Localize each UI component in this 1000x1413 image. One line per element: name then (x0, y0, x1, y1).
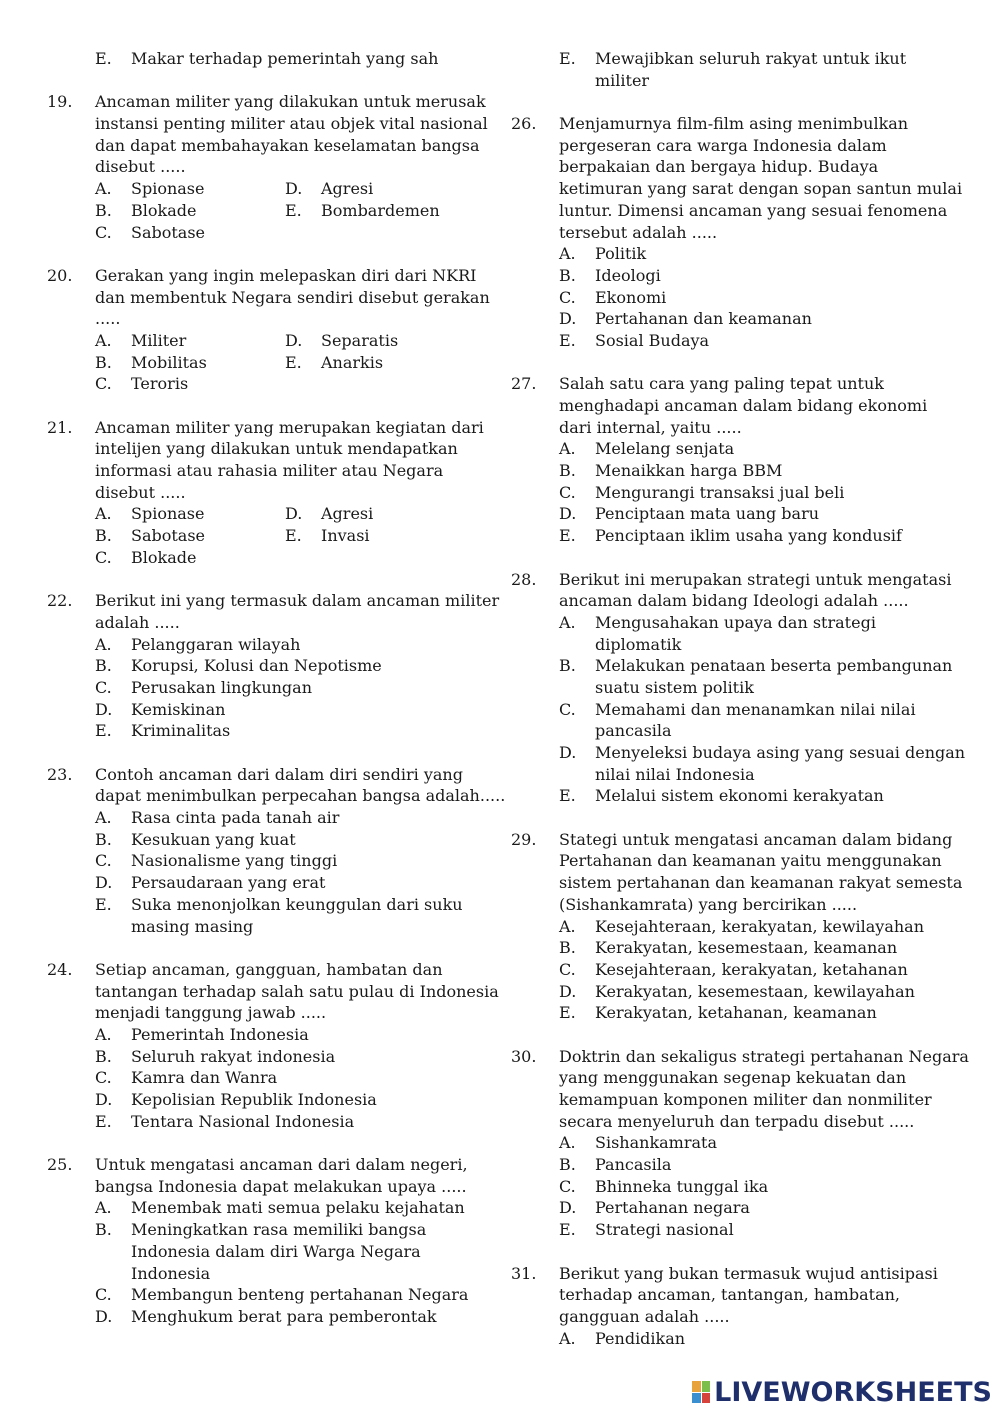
option-30-c: C. Bhinneka tunggal ika (559, 1176, 769, 1196)
question-stem-line: ..... (95, 309, 121, 329)
question-28 (511, 569, 966, 808)
option-29-e: E. Kerakyatan, ketahanan, keamanan (559, 1003, 877, 1023)
question-number: 26. (511, 114, 537, 134)
question-stem-line: terhadap ancaman, tantangan, hambatan, (559, 1285, 900, 1305)
option-row: C. Blokade (95, 547, 197, 567)
question-stem-line: pergeseran cara warga Indonesia dalam (559, 135, 887, 155)
question-number: 21. (47, 417, 73, 437)
option-23-d: D. Persaudaraan yang erat (95, 873, 326, 893)
option-28-d: D. Menyeleksi budaya asing yang sesuai dengan (559, 743, 966, 762)
option-22-c: C. Perusakan lingkungan (95, 677, 313, 697)
question-stem-line: 19. Ancaman militer yang dilakukan untuk merusak (47, 92, 486, 112)
option-row: B. Sabotase E. Invasi (95, 526, 370, 546)
question-number: 29. (511, 829, 537, 849)
option-22-b: B. Korupsi, Kolusi dan Nepotisme (95, 656, 382, 676)
question-stem-line: 29. Stategi untuk mengatasi ancaman dalam bidang (511, 829, 953, 849)
option-28-c-cont: pancasila (595, 721, 672, 741)
question-stem-line: menghadapi ancaman dalam bidang ekonomi (559, 396, 928, 415)
option-28-b: B. Melakukan penataan beserta pembangunan (559, 656, 953, 676)
question-number: 23. (47, 764, 73, 784)
badge-tile (702, 1381, 711, 1392)
option-28-d-cont: nilai nilai Indonesia (595, 764, 755, 784)
question-stem-line: dapat menimbulkan perpecahan bangsa adalah..... (95, 786, 506, 806)
option-29-a: A. Kesejahteraan, kerakyatan, kewilayahan (559, 916, 925, 936)
question-stem-line: dan membentuk Negara sendiri disebut gerakan (95, 287, 490, 307)
option-30-b: B. Pancasila (559, 1155, 672, 1175)
question-30 (511, 1046, 969, 1241)
option-row: B. Mobilitas E. Anarkis (95, 352, 384, 372)
option-27-c: C. Mengurangi transaksi jual beli (559, 482, 845, 502)
question-stem-line: intelijen yang dilakukan untuk mendapatkan (95, 439, 458, 459)
question-stem-line: 23. Contoh ancaman dari dalam diri sendiri yang (47, 764, 463, 784)
liveworksheets-logo (692, 1377, 992, 1407)
question-stem-line: Pertahanan dan keamanan yaitu menggunakan (559, 851, 942, 871)
question-stem-line: informasi atau rahasia militer atau Negara (95, 461, 444, 481)
question-number: 24. (47, 959, 73, 979)
question-number: 31. (511, 1263, 537, 1283)
option-30-d: D. Pertahanan negara (559, 1198, 750, 1218)
option-28-b-cont: suatu sistem politik (595, 677, 754, 697)
option-31-a: A. Pendidikan (559, 1328, 686, 1348)
question-stem-line: adalah ..... (95, 612, 180, 632)
option-25-e: E. Mewajibkan seluruh rakyat untuk ikut (559, 49, 907, 68)
right-column (511, 48, 969, 1371)
option-20-d: Separatis (321, 330, 399, 350)
option-26-a: A. Politik (559, 244, 647, 264)
question-stem-line: luntur. Dimensi ancaman yang sesuai fenomena (559, 200, 948, 220)
question-26 (511, 113, 961, 352)
option-19-e: Bombardemen (321, 200, 440, 220)
option-row: A. Militer D. Separatis (95, 330, 399, 350)
question-stem-line: instansi penting militer atau objek vital nasional (95, 114, 488, 134)
question-stem-line: ketimuran yang sarat dengan sopan santun mulai (559, 179, 963, 199)
left-column (47, 48, 506, 1349)
question-number: 20. (47, 265, 73, 285)
question-stem-line: 28. Berikut ini merupakan strategi untuk mengatasi (511, 569, 952, 589)
option-30-a: A. Sishankamrata (559, 1133, 717, 1153)
option-21-e: Invasi (321, 526, 370, 546)
question-number: 27. (511, 374, 537, 394)
option-21-a: Spionase (131, 504, 205, 524)
option-row: C. Teroris (95, 374, 189, 394)
question-23 (47, 764, 506, 938)
question-25-tail (511, 48, 961, 91)
option-29-c: C. Kesejahteraan, kerakyatan, ketahanan (559, 959, 908, 979)
badge-tile (692, 1393, 701, 1404)
option-30-e: E. Strategi nasional (559, 1220, 734, 1240)
question-stem-line: 22. Berikut ini yang termasuk dalam ancaman militer (47, 591, 500, 611)
option-25-d: D. Menghukum berat para pemberontak (95, 1306, 437, 1326)
option-21-d: Agresi (321, 504, 374, 524)
option-26-c: C. Ekonomi (559, 287, 667, 307)
question-stem-line: dari internal, yaitu ..... (559, 417, 742, 437)
option-21-b: Sabotase (131, 526, 206, 546)
option-row: B. Blokade E. Bombardemen (95, 200, 440, 220)
option-25-e-cont: militer (595, 70, 650, 90)
badge-tile (702, 1393, 711, 1404)
question-20 (47, 265, 497, 395)
question-19 (47, 91, 497, 243)
option-23-e-cont: masing masing (131, 916, 254, 936)
option-row: C. Sabotase (95, 222, 206, 242)
option-28-a: A. Mengusahakan upaya dan strategi (559, 612, 876, 632)
option-row: A. Spionase D. Agresi (95, 179, 374, 199)
question-stem-line: tantangan terhadap salah satu pulau di Indonesia (95, 981, 499, 1001)
option-26-d: D. Pertahanan dan keamanan (559, 309, 812, 329)
option-18-e: E. Makar terhadap pemerintah yang sah (95, 49, 439, 68)
option-22-a: A. Pelanggaran wilayah (95, 634, 301, 654)
question-stem-line: yang menggunakan segenap kekuatan dan (559, 1068, 907, 1088)
question-stem-line: 30. Doktrin dan sekaligus strategi pertahanan Negara (511, 1046, 969, 1066)
liveworksheets-badge-icon (692, 1381, 710, 1403)
option-23-a: A. Rasa cinta pada tanah air (95, 808, 340, 828)
option-27-b: B. Menaikkan harga BBM (559, 461, 783, 481)
option-25-b: B. Meningkatkan rasa memiliki bangsa (95, 1220, 427, 1240)
option-28-e: E. Melalui sistem ekonomi kerakyatan (559, 786, 884, 806)
option-27-a: A. Melelang senjata (559, 439, 735, 459)
option-28-a-cont: diplomatik (595, 634, 682, 654)
question-stem-line: tersebut adalah ..... (559, 222, 718, 242)
question-stem-line: 21. Ancaman militer yang merupakan kegiatan dari (47, 417, 484, 437)
option-25-b-cont: Indonesia dalam diri Warga Negara (131, 1241, 421, 1261)
option-20-b: Mobilitas (131, 352, 207, 372)
option-26-e: E. Sosial Budaya (559, 330, 710, 350)
question-18-tail (47, 48, 497, 70)
option-24-b: B. Seluruh rakyat indonesia (95, 1046, 336, 1066)
option-25-b-cont2: Indonesia (131, 1263, 211, 1283)
option-23-c: C. Nasionalisme yang tinggi (95, 851, 338, 871)
option-19-c: Sabotase (131, 222, 206, 242)
option-24-e: E. Tentara Nasional Indonesia (95, 1111, 355, 1131)
question-stem-line: 31. Berikut yang bukan termasuk wujud antisipasi (511, 1263, 938, 1283)
question-24 (47, 959, 497, 1133)
question-25 (47, 1154, 497, 1328)
option-29-b: B. Kerakyatan, kesemestaan, keamanan (559, 938, 898, 958)
question-stem-line: secara menyeluruh dan terpadu disebut ..... (559, 1111, 915, 1131)
question-stem-line: disebut ..... (95, 482, 186, 502)
question-number: 22. (47, 591, 73, 611)
option-20-e: Anarkis (321, 352, 384, 372)
option-24-d: D. Kepolisian Republik Indonesia (95, 1090, 377, 1109)
option-24-c: C. Kamra dan Wanra (95, 1068, 278, 1088)
question-29 (511, 829, 961, 1024)
question-stem-line: berpakaian dan bergaya hidup. Budaya (559, 157, 879, 177)
question-stem-line: 24. Setiap ancaman, gangguan, hambatan dan (47, 959, 443, 979)
question-22 (47, 590, 500, 742)
question-31 (511, 1263, 961, 1350)
question-stem-line: 20. Gerakan yang ingin melepaskan diri dari NKRI (47, 265, 477, 285)
option-26-b: B. Ideologi (559, 265, 661, 285)
question-stem-line: kemampuan komponen militer dan nonmiliter (559, 1090, 932, 1109)
option-19-a: Spionase (131, 179, 205, 199)
question-stem-line: bangsa Indonesia dapat melakukan upaya ..... (95, 1176, 467, 1196)
option-20-c: Teroris (131, 374, 189, 394)
option-20-a: Militer (131, 330, 187, 350)
badge-tile (692, 1381, 701, 1392)
question-stem-line: 27. Salah satu cara yang paling tepat untuk (511, 374, 884, 394)
question-27 (511, 373, 961, 547)
option-24-a: A. Pemerintah Indonesia (95, 1024, 309, 1044)
option-23-b: B. Kesukuan yang kuat (95, 829, 296, 849)
option-22-e: E. Kriminalitas (95, 721, 231, 741)
option-27-e: E. Penciptaan iklim usaha yang kondusif (559, 526, 902, 546)
question-stem-line: disebut ..... (95, 157, 186, 177)
option-28-c: C. Memahami dan menanamkan nilai nilai (559, 699, 916, 719)
question-stem-line: gangguan adalah ..... (559, 1306, 730, 1326)
option-29-d: D. Kerakyatan, kesemestaan, kewilayahan (559, 981, 915, 1001)
question-21 (47, 417, 497, 569)
option-19-b: Blokade (131, 200, 197, 220)
question-stem-line: sistem pertahanan dan keamanan rakyat semesta (559, 873, 963, 893)
option-row: A. Spionase D. Agresi (95, 504, 374, 524)
question-stem-line: menjadi tanggung jawab ..... (95, 1003, 327, 1023)
question-number: 30. (511, 1046, 537, 1066)
question-stem-line: ancaman dalam bidang Ideologi adalah ..... (559, 591, 909, 611)
option-23-e: E. Suka menonjolkan keunggulan dari suku (95, 894, 463, 914)
question-number: 28. (511, 569, 537, 589)
option-25-a: A. Menembak mati semua pelaku kejahatan (95, 1198, 465, 1218)
question-stem-line: 25. Untuk mengatasi ancaman dari dalam negeri, (47, 1155, 468, 1175)
logo-text: LIVEWORKSHEETS (714, 1376, 992, 1408)
question-stem-line: 26. Menjamurnya film-film asing menimbulkan (511, 114, 909, 134)
option-25-c: C. Membangun benteng pertahanan Negara (95, 1285, 469, 1305)
option-21-c: Blokade (131, 547, 197, 567)
question-stem-line: dan dapat membahayakan keselamatan bangsa (95, 135, 480, 155)
question-stem-line: (Sishankamrata) yang bercirikan ..... (559, 894, 858, 914)
question-number: 25. (47, 1155, 73, 1175)
option-27-d: D. Penciptaan mata uang baru (559, 504, 820, 524)
question-number: 19. (47, 92, 73, 112)
option-19-d: Agresi (321, 179, 374, 199)
option-22-d: D. Kemiskinan (95, 699, 226, 719)
